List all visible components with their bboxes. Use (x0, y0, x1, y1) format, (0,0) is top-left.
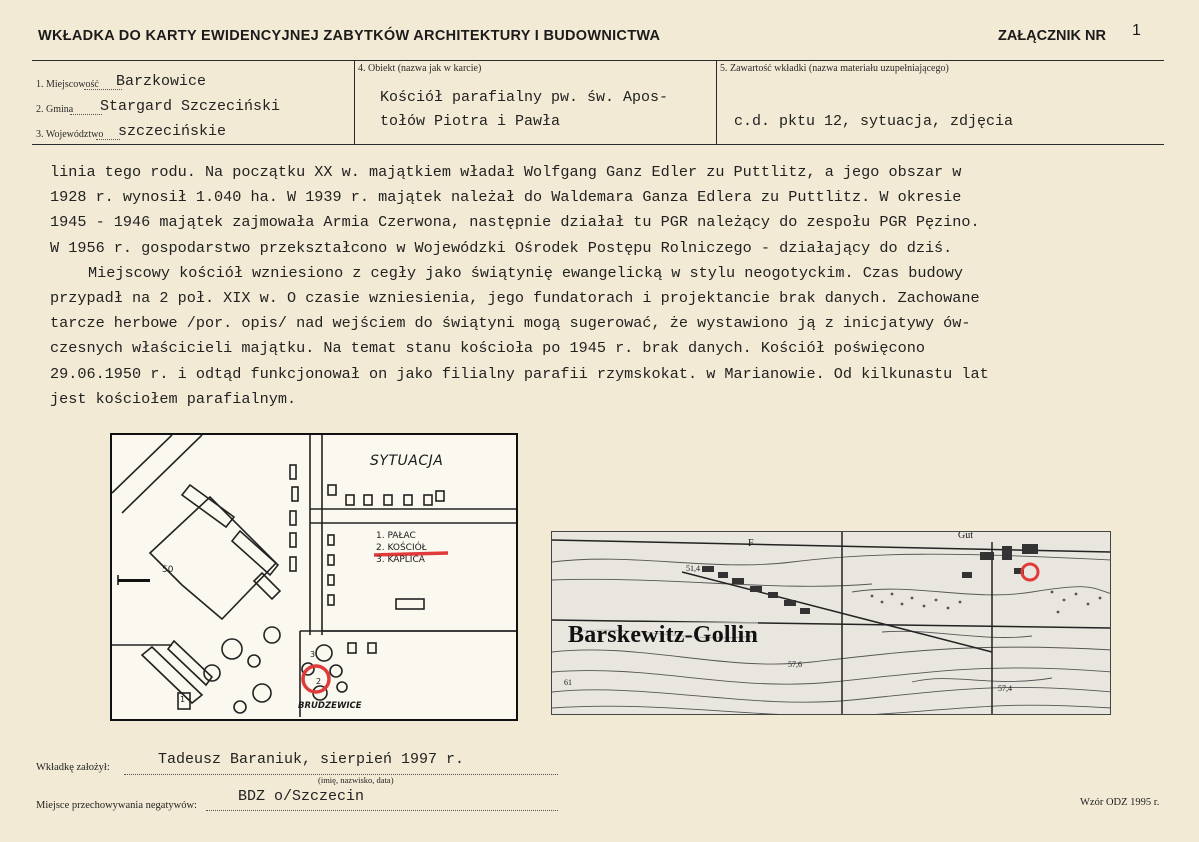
storage-line (206, 810, 558, 811)
map-spot-height: 61 (564, 678, 572, 687)
annex-number: 1 (1132, 22, 1141, 39)
legend-item-church: 2. KOŚCIÓŁ (376, 543, 427, 553)
text-line: tarcze herbowe /por. opis/ nad wejściem do świątyni mogą sugerować, że wystawiono ją z inicjatywy ów- (50, 314, 971, 333)
form-divider (354, 61, 355, 144)
map-place-name: Barskewitz-Gollin (568, 622, 759, 648)
text-line: jest kościołem parafialnym. (50, 389, 297, 408)
marker-church: 2 (316, 677, 322, 686)
legend-item-chapel: 3. KAPLICA (376, 555, 425, 565)
church-map-highlight (1022, 564, 1038, 580)
text-line: Miejscowy kościół wzniesiono z cegły jako świątynię ewangelicką w stylu neogotyckim. Czas budowy (88, 263, 963, 282)
text-line: 1945 - 1946 majątek zajmowała Armia Czerwona, następnie działał tu PGR należący do zespołu PGR Pęzino. (50, 213, 980, 232)
marker-chapel: 3 (310, 650, 316, 659)
field-value-locality: Barzkowice (116, 73, 207, 90)
sketch-drawing (112, 435, 516, 719)
field-value-object-line1: Kościół parafialny pw. św. Apos- (380, 89, 669, 106)
storage-value: BDZ o/Szczecin (238, 788, 365, 805)
field-label-voivodeship: 3. Województwo (36, 129, 104, 140)
scale-bar (118, 579, 150, 582)
historical-description (50, 160, 1160, 412)
identification-form (32, 60, 1164, 145)
field-value-object-line2: tołów Piotra i Pawła (380, 113, 561, 130)
field-label-commune: 2. Gmina (36, 104, 74, 115)
storage-label: Miejsce przechowywania negatywów: (36, 800, 197, 811)
card-title: WKŁADKA DO KARTY EWIDENCYJNEJ ZABYTKÓW ARCHITEKTURY I BUDOWNICTWA (38, 28, 661, 44)
creator-hint: (imię, nazwisko, data) (318, 775, 394, 785)
field-label-content: 5. Zawartość wkładki (nazwa materiału uzupełniającego) (720, 63, 949, 74)
scale-label: 50 (162, 565, 174, 575)
form-divider (716, 61, 717, 144)
situation-sketch (110, 433, 518, 721)
text-line: W 1956 r. gospodarstwo przekształcono w Wojewódzki Ośrodek Postępu Rolniczego - działający do dziś. (50, 238, 953, 257)
map-spot-height: 57,6 (788, 660, 802, 669)
map-top-label: Gut (958, 531, 973, 541)
topographic-map (551, 531, 1111, 715)
legend-item-palace: 1. PAŁAC (376, 531, 416, 541)
field-value-commune: Stargard Szczeciński (100, 98, 281, 115)
map-spot-height: 51,4 (686, 564, 700, 573)
dotted-leader (96, 139, 120, 140)
text-line: przypadł na 2 poł. XIX w. O czasie wzniesienia, jego fundatorach i projektancie brak danych. Zachowane (50, 289, 980, 308)
marker-palace: 1 (180, 695, 186, 704)
map-letter: F (748, 538, 754, 549)
road-label: BRUDZEWICE (298, 701, 362, 711)
field-value-voivodeship: szczecińskie (118, 123, 227, 140)
field-label-locality: 1. Miejscowość (36, 79, 99, 90)
dotted-leader (70, 114, 102, 115)
annex-label: ZAŁĄCZNIK NR (998, 28, 1106, 44)
sketch-title: SYTUACJA (370, 453, 444, 469)
text-line: 29.06.1950 r. i odtąd funkcjonował on jako filialny parafii rzymskokat. w Marianowie. Od kilkunastu lat (50, 364, 989, 383)
text-line: czesnych właścicieli majątku. Na temat stanu kościoła po 1945 r. brak danych. Kościół poświęcono (50, 339, 925, 358)
text-line: 1928 r. wynosił 1.040 ha. W 1939 r. majątek należał do Waldemara Ganza Edlera zu Puttlitz. W okresie (50, 188, 962, 207)
text-line: linia tego rodu. Na początku XX w. majątkiem władał Wolfgang Ganz Edler zu Puttlitz, a jego obszar w (50, 163, 962, 181)
map-spot-height: 57,4 (998, 684, 1012, 693)
form-model: Wzór ODZ 1995 r. (1080, 797, 1160, 808)
creator-label: Wkładkę założył: (36, 762, 110, 773)
field-value-content: c.d. pktu 12, sytuacja, zdjęcia (734, 113, 1014, 130)
creator-value: Tadeusz Baraniuk, sierpień 1997 r. (158, 751, 465, 768)
field-label-object: 4. Obiekt (nazwa jak w karcie) (358, 63, 482, 74)
